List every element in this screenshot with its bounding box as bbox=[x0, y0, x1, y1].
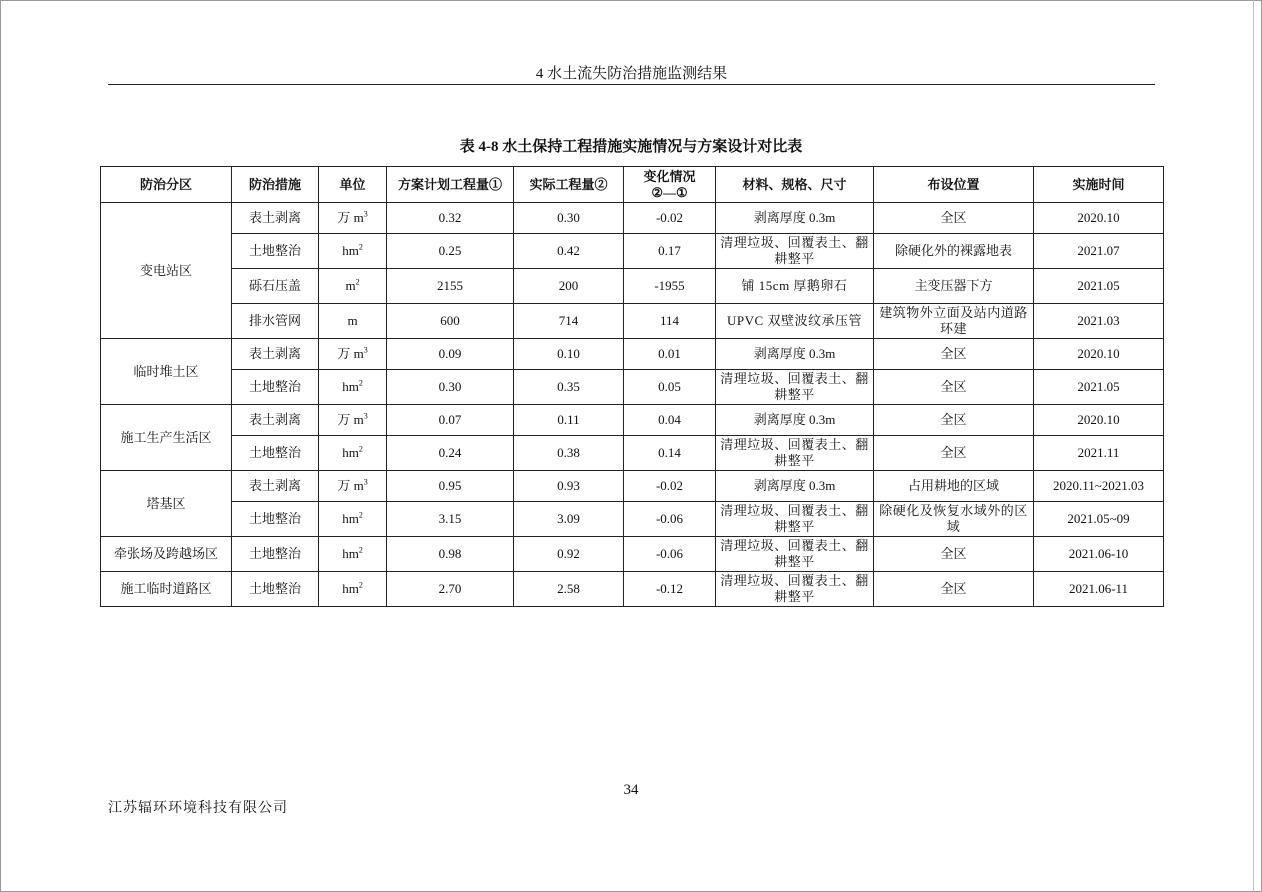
cell-plan: 3.15 bbox=[387, 502, 514, 537]
cell-actual: 0.10 bbox=[514, 339, 624, 370]
cell-measure: 排水管网 bbox=[232, 304, 319, 339]
unit-text: hm bbox=[342, 511, 359, 526]
cell-time: 2021.05~09 bbox=[1034, 502, 1164, 537]
cell-change: 0.04 bbox=[624, 405, 716, 436]
cell-material: 清理垃圾、回覆表土、翻耕整平 bbox=[716, 370, 874, 405]
cell-change: 114 bbox=[624, 304, 716, 339]
cell-unit bbox=[319, 304, 387, 339]
cell-measure: 土地整治 bbox=[232, 436, 319, 471]
cell-plan: 0.24 bbox=[387, 436, 514, 471]
unit-text: hm bbox=[342, 581, 359, 596]
col-header-unit: 单位 bbox=[319, 167, 387, 203]
unit-text: m bbox=[347, 313, 358, 328]
cell-time: 2021.05 bbox=[1034, 370, 1164, 405]
cell-location: 建筑物外立面及站内道路环建 bbox=[874, 304, 1034, 339]
cell-measure: 土地整治 bbox=[232, 370, 319, 405]
cell-plan: 0.07 bbox=[387, 405, 514, 436]
cell-material: 剥离厚度 0.3m bbox=[716, 203, 874, 234]
table-row bbox=[101, 502, 1164, 537]
cell-material: 铺 15cm 厚鹅卵石 bbox=[716, 269, 874, 304]
cell-plan: 600 bbox=[387, 304, 514, 339]
cell-measure: 表土剥离 bbox=[232, 471, 319, 502]
cell-plan: 2.70 bbox=[387, 572, 514, 607]
table-row bbox=[101, 471, 1164, 502]
unit-superscript: 2 bbox=[358, 444, 363, 454]
col-header-change bbox=[624, 167, 716, 203]
cell-zone: 塔基区 bbox=[101, 471, 232, 537]
col-header-time: 实施时间 bbox=[1034, 167, 1164, 203]
cell-unit bbox=[319, 502, 387, 537]
cell-material: UPVC 双壁波纹承压管 bbox=[716, 304, 874, 339]
cell-plan: 0.95 bbox=[387, 471, 514, 502]
cell-plan: 0.30 bbox=[387, 370, 514, 405]
cell-time: 2020.10 bbox=[1034, 339, 1164, 370]
col-header-plan: 方案计划工程量① bbox=[387, 167, 514, 203]
cell-measure: 砾石压盖 bbox=[232, 269, 319, 304]
unit-superscript: 3 bbox=[363, 345, 368, 355]
cell-time: 2021.05 bbox=[1034, 269, 1164, 304]
cell-change: -1955 bbox=[624, 269, 716, 304]
unit-superscript: 3 bbox=[363, 477, 368, 487]
col-header-measure: 防治措施 bbox=[232, 167, 319, 203]
cell-change: 0.01 bbox=[624, 339, 716, 370]
table-body bbox=[101, 203, 1164, 607]
cell-time: 2021.06-10 bbox=[1034, 537, 1164, 572]
unit-superscript: 2 bbox=[355, 277, 360, 287]
cell-material: 清理垃圾、回覆表土、翻耕整平 bbox=[716, 572, 874, 607]
cell-actual: 0.35 bbox=[514, 370, 624, 405]
cell-change: 0.14 bbox=[624, 436, 716, 471]
running-header: 4 水土流失防治措施监测结果 bbox=[535, 66, 728, 82]
unit-text: hm bbox=[342, 243, 359, 258]
cell-actual: 0.93 bbox=[514, 471, 624, 502]
cell-plan: 0.32 bbox=[387, 203, 514, 234]
table-row bbox=[101, 436, 1164, 471]
cell-unit bbox=[319, 436, 387, 471]
col-header-actual: 实际工程量② bbox=[514, 167, 624, 203]
cell-time: 2021.06-11 bbox=[1034, 572, 1164, 607]
cell-plan: 2155 bbox=[387, 269, 514, 304]
table-header-row bbox=[101, 167, 1164, 203]
unit-text: hm bbox=[342, 379, 359, 394]
unit-superscript: 2 bbox=[358, 580, 363, 590]
unit-superscript: 3 bbox=[363, 411, 368, 421]
cell-plan: 0.98 bbox=[387, 537, 514, 572]
cell-actual: 200 bbox=[514, 269, 624, 304]
cell-location: 全区 bbox=[874, 370, 1034, 405]
table-row bbox=[101, 405, 1164, 436]
cell-plan: 0.09 bbox=[387, 339, 514, 370]
unit-text: 万 m bbox=[337, 346, 364, 361]
unit-text: hm bbox=[342, 546, 359, 561]
cell-location: 主变压器下方 bbox=[874, 269, 1034, 304]
table-row bbox=[101, 572, 1164, 607]
cell-actual: 0.92 bbox=[514, 537, 624, 572]
cell-time: 2021.07 bbox=[1034, 234, 1164, 269]
cell-zone: 施工临时道路区 bbox=[101, 572, 232, 607]
cell-measure: 表土剥离 bbox=[232, 339, 319, 370]
cell-location: 全区 bbox=[874, 572, 1034, 607]
cell-zone: 临时堆土区 bbox=[101, 339, 232, 405]
cell-material: 剥离厚度 0.3m bbox=[716, 471, 874, 502]
cell-material: 剥离厚度 0.3m bbox=[716, 339, 874, 370]
cell-unit bbox=[319, 405, 387, 436]
table-row bbox=[101, 234, 1164, 269]
cell-measure: 表土剥离 bbox=[232, 405, 319, 436]
cell-material: 清理垃圾、回覆表土、翻耕整平 bbox=[716, 537, 874, 572]
unit-text: m bbox=[345, 278, 356, 293]
unit-text: 万 m bbox=[337, 412, 364, 427]
table-row bbox=[101, 537, 1164, 572]
table-row bbox=[101, 339, 1164, 370]
page-edge-rule bbox=[1253, 0, 1254, 892]
cell-time: 2021.03 bbox=[1034, 304, 1164, 339]
cell-unit bbox=[319, 203, 387, 234]
cell-unit bbox=[319, 339, 387, 370]
cell-location: 全区 bbox=[874, 436, 1034, 471]
table-row bbox=[101, 304, 1164, 339]
cell-location: 全区 bbox=[874, 537, 1034, 572]
cell-actual: 0.38 bbox=[514, 436, 624, 471]
table-caption: 表 4-8 水土保持工程措施实施情况与方案设计对比表 bbox=[459, 139, 803, 155]
cell-measure: 土地整治 bbox=[232, 572, 319, 607]
cell-actual: 2.58 bbox=[514, 572, 624, 607]
cell-location: 全区 bbox=[874, 203, 1034, 234]
unit-text: 万 m bbox=[337, 210, 364, 225]
cell-actual: 714 bbox=[514, 304, 624, 339]
cell-change: -0.12 bbox=[624, 572, 716, 607]
cell-zone: 变电站区 bbox=[101, 203, 232, 339]
unit-superscript: 3 bbox=[363, 209, 368, 219]
unit-superscript: 2 bbox=[358, 510, 363, 520]
cell-unit bbox=[319, 572, 387, 607]
col-header-location: 布设位置 bbox=[874, 167, 1034, 203]
unit-superscript: 2 bbox=[358, 378, 363, 388]
cell-material: 清理垃圾、回覆表土、翻耕整平 bbox=[716, 436, 874, 471]
unit-superscript: 2 bbox=[358, 545, 363, 555]
cell-actual: 0.30 bbox=[514, 203, 624, 234]
cell-time: 2020.11~2021.03 bbox=[1034, 471, 1164, 502]
header-rule bbox=[108, 84, 1155, 85]
col-header-zone: 防治分区 bbox=[101, 167, 232, 203]
cell-time: 2020.10 bbox=[1034, 405, 1164, 436]
cell-measure: 表土剥离 bbox=[232, 203, 319, 234]
cell-material: 清理垃圾、回覆表土、翻耕整平 bbox=[716, 234, 874, 269]
cell-measure: 土地整治 bbox=[232, 502, 319, 537]
cell-actual: 0.11 bbox=[514, 405, 624, 436]
table-row bbox=[101, 203, 1164, 234]
unit-text: hm bbox=[342, 445, 359, 460]
cell-material: 清理垃圾、回覆表土、翻耕整平 bbox=[716, 502, 874, 537]
cell-plan: 0.25 bbox=[387, 234, 514, 269]
cell-zone: 施工生产生活区 bbox=[101, 405, 232, 471]
cell-location: 占用耕地的区域 bbox=[874, 471, 1034, 502]
cell-time: 2021.11 bbox=[1034, 436, 1164, 471]
cell-actual: 0.42 bbox=[514, 234, 624, 269]
cell-change: 0.05 bbox=[624, 370, 716, 405]
col-header-change-sub: ②—① bbox=[651, 184, 688, 200]
cell-change: -0.06 bbox=[624, 537, 716, 572]
cell-change: -0.02 bbox=[624, 203, 716, 234]
cell-actual: 3.09 bbox=[514, 502, 624, 537]
page-number: 34 bbox=[623, 782, 639, 798]
cell-location: 除硬化及恢复水域外的区域 bbox=[874, 502, 1034, 537]
cell-location: 全区 bbox=[874, 339, 1034, 370]
unit-superscript: 2 bbox=[358, 242, 363, 252]
col-header-change-label: 变化情况 bbox=[643, 168, 696, 184]
cell-unit bbox=[319, 370, 387, 405]
cell-measure: 土地整治 bbox=[232, 537, 319, 572]
cell-change: 0.17 bbox=[624, 234, 716, 269]
cell-location: 全区 bbox=[874, 405, 1034, 436]
measures-comparison-table bbox=[100, 166, 1164, 607]
cell-zone: 牵张场及跨越场区 bbox=[101, 537, 232, 572]
cell-unit bbox=[319, 269, 387, 304]
cell-change: -0.02 bbox=[624, 471, 716, 502]
col-header-material: 材料、规格、尺寸 bbox=[716, 167, 874, 203]
cell-time: 2020.10 bbox=[1034, 203, 1164, 234]
table-row bbox=[101, 370, 1164, 405]
cell-unit bbox=[319, 537, 387, 572]
cell-unit bbox=[319, 471, 387, 502]
footer-company: 江苏辐环环境科技有限公司 bbox=[108, 801, 288, 816]
cell-unit bbox=[319, 234, 387, 269]
cell-material: 剥离厚度 0.3m bbox=[716, 405, 874, 436]
cell-measure: 土地整治 bbox=[232, 234, 319, 269]
table-row bbox=[101, 269, 1164, 304]
cell-location: 除硬化外的裸露地表 bbox=[874, 234, 1034, 269]
cell-change: -0.06 bbox=[624, 502, 716, 537]
unit-text: 万 m bbox=[337, 478, 364, 493]
